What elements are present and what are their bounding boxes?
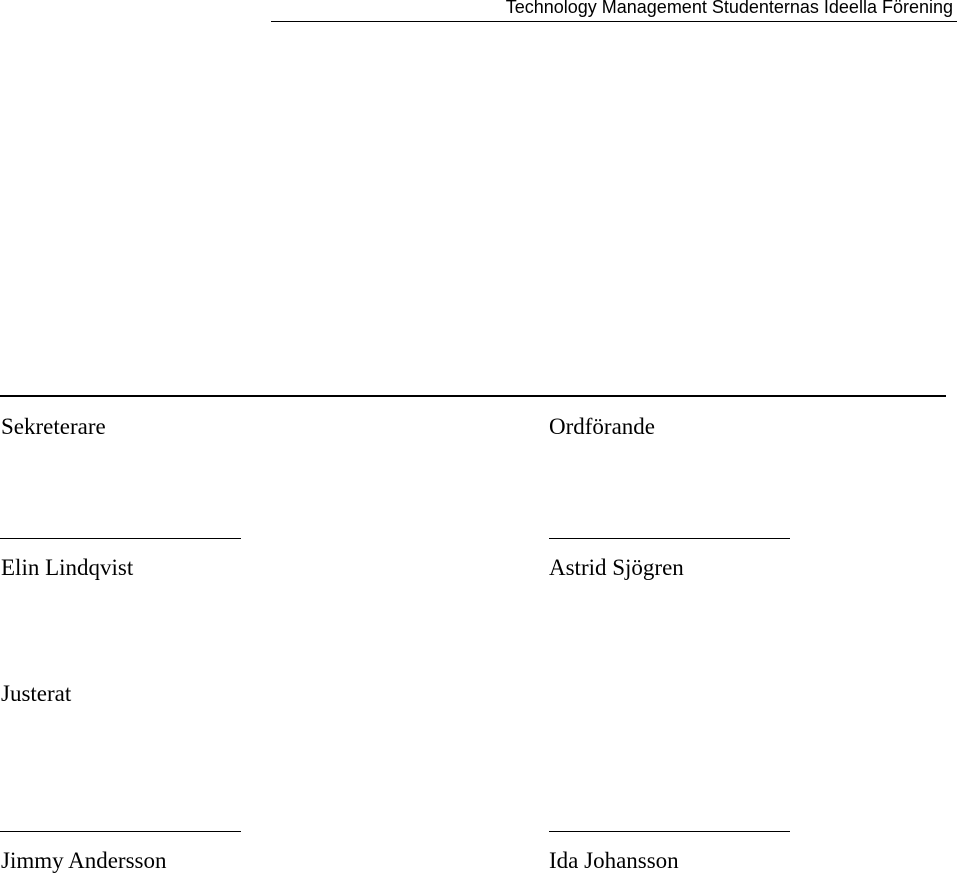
secretary-signature-line	[0, 538, 241, 539]
chair-role-label: Ordförande	[549, 414, 656, 439]
adjuster-2-name: Ida Johansson	[549, 848, 679, 873]
adjusted-label: Justerat	[1, 681, 72, 706]
chair-name: Astrid Sjögren	[549, 555, 684, 580]
secretary-role-label: Sekreterare	[1, 414, 106, 439]
adjuster-1-name: Jimmy Andersson	[1, 848, 167, 873]
chair-signature-line	[549, 538, 790, 539]
header-divider	[271, 21, 957, 22]
secretary-name: Elin Lindqvist	[1, 555, 134, 580]
page-header-title: Technology Management Studenternas Ideella Förening	[505, 0, 953, 17]
adjuster-1-signature-line	[0, 831, 241, 832]
adjuster-2-signature-line	[549, 831, 790, 832]
signature-section-divider	[0, 395, 946, 397]
